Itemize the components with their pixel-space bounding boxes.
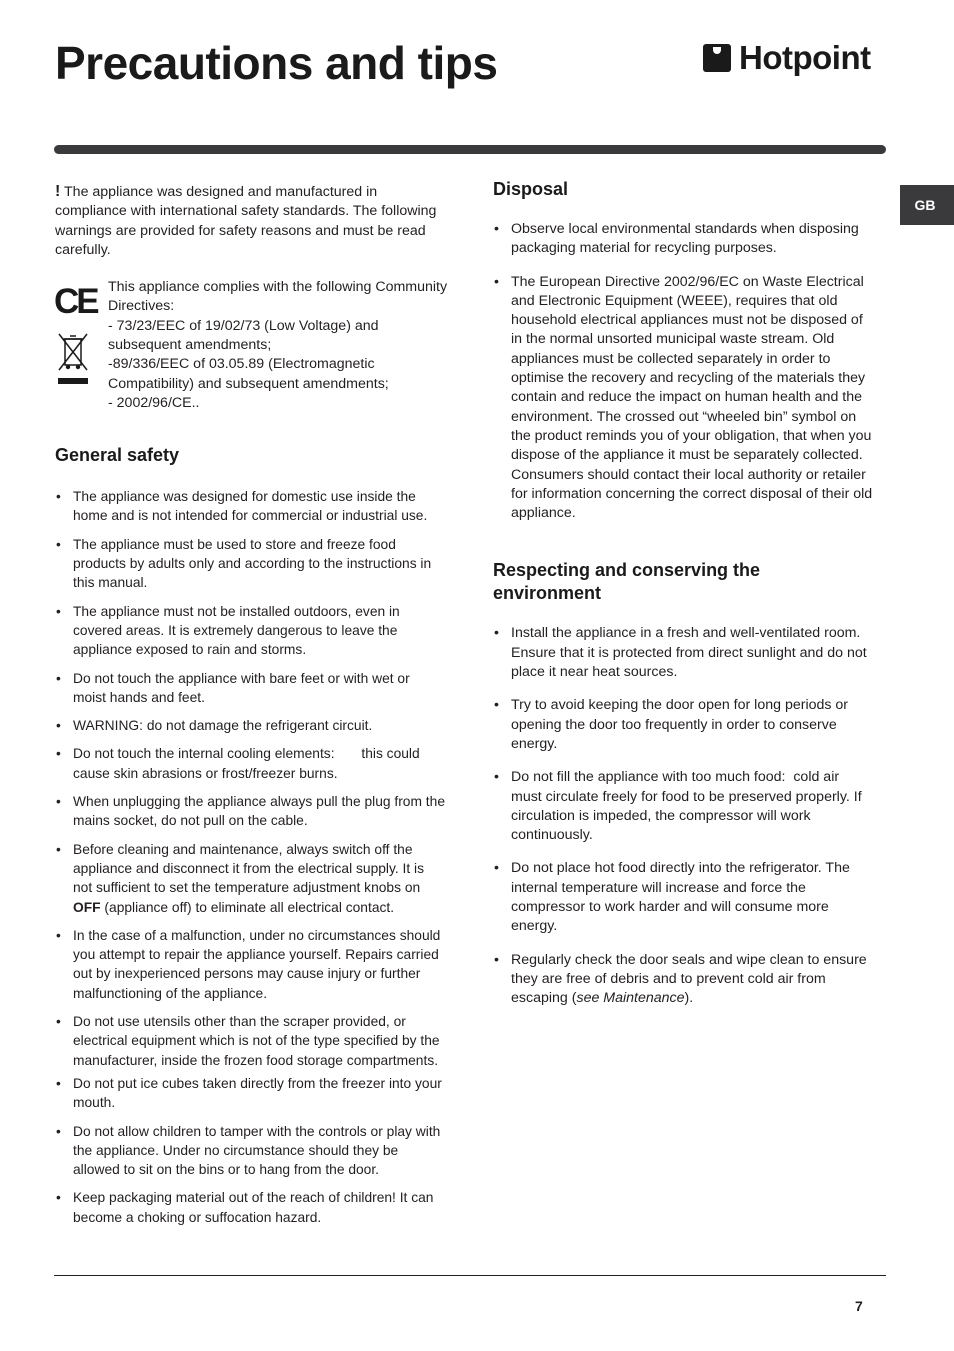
list-item: • In the case of a malfunction, under no circumstances should you attempt to repair the appliance yourself. Repairs carried out by inexperienced persons may cause injury or further malfunctioning of the appliance. xyxy=(55,926,445,1003)
list-item: • Do not place hot food directly into the refrigerator. The internal temperature will increase and force the compressor to work harder and will consume more energy. xyxy=(493,859,873,936)
list-item xyxy=(55,840,445,917)
brand-logo xyxy=(703,38,889,78)
intro-paragraph xyxy=(55,182,445,260)
header-divider xyxy=(54,145,886,154)
list-item: • Do not touch the appliance with bare feet or with wet or moist hands and feet. xyxy=(55,669,445,708)
list-item: • The appliance must not be installed outdoors, even in covered areas. It is extremely dangerous to leave the appliance exposed to rain and storms. xyxy=(55,602,445,660)
list-item-text: ). xyxy=(684,990,694,1007)
footer-divider xyxy=(54,1275,886,1276)
list-item-text: (appliance off) to eliminate all electrical contact. xyxy=(100,899,395,915)
general-safety-heading: General safety xyxy=(55,445,180,466)
intro-text: The appliance was designed and manufactured in compliance with international safety standards. The following warnings are provided for safety reasons and must be read carefully. xyxy=(55,184,437,258)
left-column xyxy=(54,182,448,1236)
right-column xyxy=(493,178,873,1023)
disposal-list xyxy=(493,220,873,523)
directives-block xyxy=(54,278,448,411)
off-label: OFF xyxy=(73,899,101,915)
list-item: • WARNING: do not damage the refrigerant circuit. xyxy=(55,716,445,735)
page-number: 7 xyxy=(855,1298,863,1314)
general-safety-list xyxy=(55,487,445,1227)
list-item: • Keep packaging material out of the reach of children! It can become a choking or suffocation hazard. xyxy=(55,1188,445,1227)
disposal-heading: Disposal xyxy=(493,179,569,199)
language-tab: GB xyxy=(900,185,954,225)
page-title: Precautions and tips xyxy=(55,37,498,89)
list-item: • When unplugging the appliance always pull the plug from the mains socket, do not pull on the cable. xyxy=(55,792,445,831)
environment-list xyxy=(493,624,873,1008)
list-item: • The European Directive 2002/96/EC on Waste Electrical and Electronic Equipment (WEEE), requires that old household electrical appliances must not be disposed of in the normal unsorted municipal waste stream. Old appliances must be collected separately in order to optimise the recovery and recycling of the materials they contain and reduce the impact on human health and the environment. The crossed out “wheeled bin” symbol on the product reminds you of your obligation, that when you dispose of the appliance it must be separately collected. Consumers should contact their local authority or retailer for information concerning the correct disposal of their old appliance. xyxy=(493,273,873,524)
directive-line: - 2002/96/CE.. xyxy=(108,394,200,411)
list-item: • Do not allow children to tamper with the controls or play with the appliance. Under no circumstance should they be allowed to sit on the bins or to hang from the door. xyxy=(55,1122,445,1180)
ce-mark-icon: CE xyxy=(54,282,97,322)
directive-line: - 73/23/EEC of 19/02/73 (Low Voltage) and subsequent amendments; xyxy=(108,317,379,354)
list-item: • Try to avoid keeping the door open for long periods or opening the door too frequently in order to conserve energy. xyxy=(493,696,873,754)
directive-line: This appliance complies with the following Community Directives: xyxy=(108,279,448,315)
maintenance-reference: see Maintenance xyxy=(576,990,685,1007)
crossed-wheeled-bin-icon xyxy=(56,332,90,386)
directives-text xyxy=(108,278,448,413)
list-item: • The appliance was designed for domestic use inside the home and is not intended for commercial or industrial use. xyxy=(55,487,445,526)
list-item: • The appliance must be used to store and freeze food products by adults only and according to the instructions in this manual. xyxy=(55,535,445,593)
list-item: • Do not use utensils other than the scraper provided, or electrical equipment which is not of the type specified by the manufacturer, inside the frozen food storage compartments. xyxy=(55,1012,445,1070)
list-item: • Do not put ice cubes taken directly from the freezer into your mouth. xyxy=(55,1074,445,1113)
list-item: • Install the appliance in a fresh and well-ventilated room. Ensure that it is protected from direct sunlight and do not place it near heat sources. xyxy=(493,624,873,682)
list-item: • Do not fill the appliance with too much food: cold air must circulate freely for food to be preserved properly. If circulation is impeded, the compressor will work continuously. xyxy=(493,768,873,845)
list-item xyxy=(493,951,873,1009)
warning-icon: ! xyxy=(55,183,61,200)
hotpoint-logo-icon xyxy=(703,44,731,72)
brand-name: Hotpoint xyxy=(739,39,871,76)
list-item: • Do not touch the internal cooling elements: this could cause skin abrasions or frost/freezer burns. xyxy=(55,744,445,783)
directive-line: -89/336/EEC of 03.05.89 (Electromagnetic Compatibility) and subsequent amendments; xyxy=(108,356,389,392)
environment-heading: Respecting and conserving the environment xyxy=(493,560,761,604)
list-item-text: Before cleaning and maintenance, always switch off the appliance and disconnect it from the electrical supply. It is not sufficient to set the temperature adjustment knobs on xyxy=(73,841,424,896)
list-item: • Observe local environmental standards when disposing packaging material for recycling purposes. xyxy=(493,220,873,259)
list-item-text: Regularly check the door seals and wipe clean to ensure they are free of debris and to prevent cold air from escaping ( xyxy=(511,951,867,1007)
